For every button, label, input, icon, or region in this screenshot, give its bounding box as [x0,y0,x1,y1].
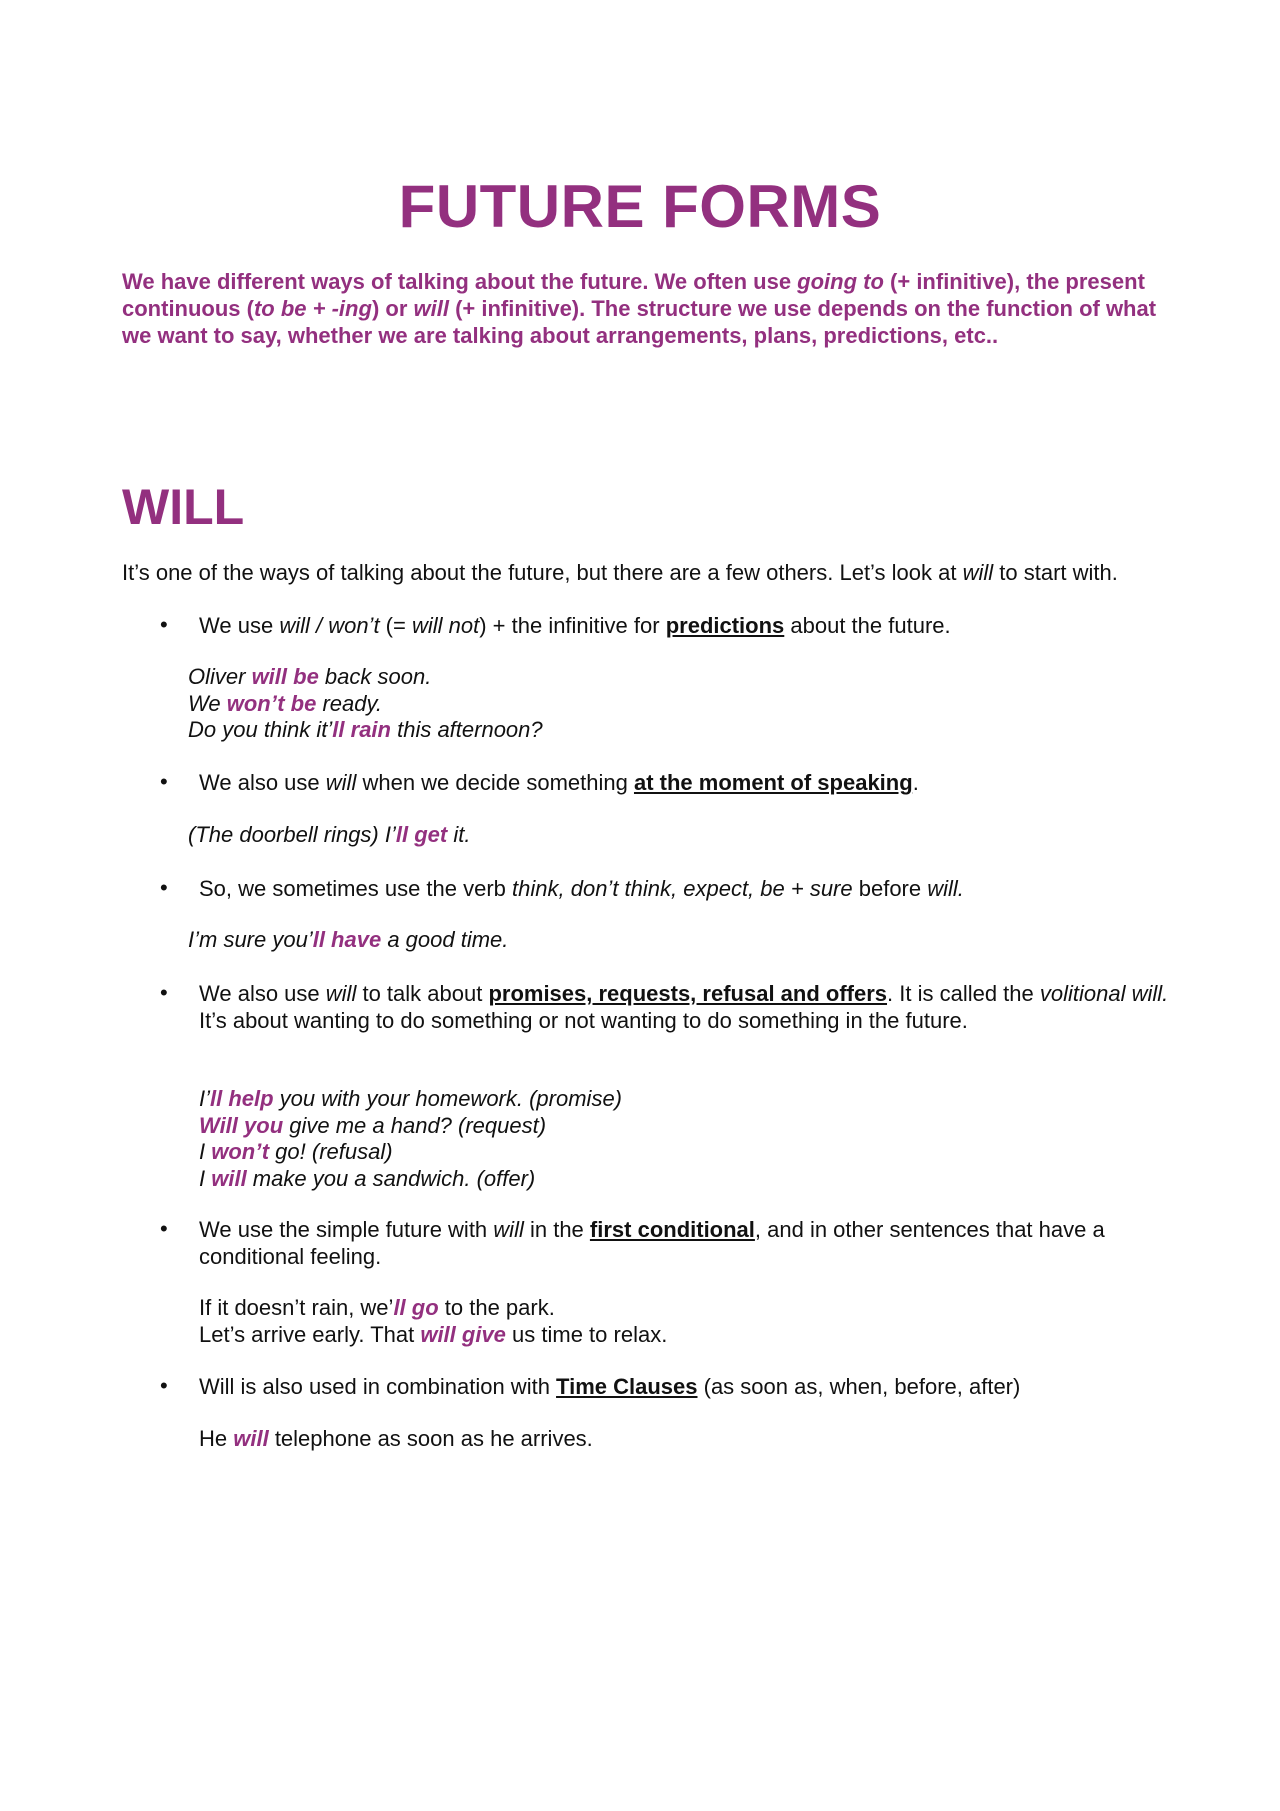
bullet-first-conditional: We use the simple future with will in the first conditional, and in other sentences that have a conditional feeling. [199,1217,1105,1269]
bullet-icon: • [160,1216,168,1241]
example-line: Do you think it’ll rain this afternoon? [188,717,543,742]
bullet-icon: • [160,1373,168,1398]
bullet-icon: • [160,875,168,900]
will-intro-text: It’s one of the ways of talking about the future, but there are a few others. Let’s look at will to start with. [122,560,1118,585]
bullet-verbs-before-will: So, we sometimes use the verb think, don’t think, expect, be + sure before will. [199,876,964,901]
page-title: FUTURE FORMS [398,173,882,240]
example-line: Oliver will be back soon. [188,664,432,689]
bullet-moment-of-speaking: We also use will when we decide something at the moment of speaking. [199,770,919,795]
example-doorbell: (The doorbell rings) I’ll get it. [188,822,471,847]
example-time-clause: He will telephone as soon as he arrives. [199,1426,593,1451]
example-line: I won’t go! (refusal) [199,1139,393,1164]
example-line: I’ll help you with your homework. (promise) [199,1086,623,1111]
examples-conditional [199,1295,667,1348]
bullet-predictions: We use will / won’t (= will not) + the infinitive for predictions about the future. [199,613,951,638]
intro-paragraph: We have different ways of talking about the future. We often use going to (+ infinitive), the present continuous (to be + -ing) or will (+ infinitive). The structure we use depends on the function of what we want to say, whether we are talking about arrangements, plans, predictions, etc.. [122,269,1157,348]
bullet-icon: • [160,769,168,794]
bullet-icon: • [160,612,168,637]
bullet-time-clauses: Will is also used in combination with Time Clauses (as soon as, when, before, after) [199,1374,1021,1399]
example-line: We won’t be ready. [188,690,382,716]
example-line: I will make you a sandwich. (offer) [199,1165,536,1191]
examples-volitional [199,1086,622,1192]
example-sure: I’m sure you’ll have a good time. [188,927,509,952]
example-line: Let’s arrive early. That will give us time to relax. [199,1321,668,1347]
example-line: Will you give me a hand? (request) [199,1112,547,1138]
section-heading-will: WILL [122,479,245,535]
bullet-icon: • [160,980,168,1005]
examples-predictions [188,664,543,744]
example-line: If it doesn’t rain, we’ll go to the park. [199,1295,555,1320]
bullet-volitional-will: We also use will to talk about promises, requests, refusal and offers. It is called the volitional will. It’s about wanting to do something or not wanting to do something in the future. [199,981,1169,1033]
